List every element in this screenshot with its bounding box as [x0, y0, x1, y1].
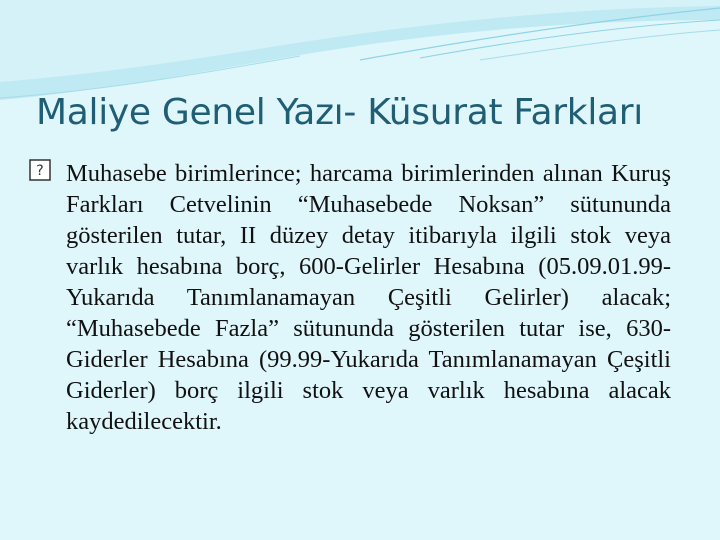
paragraph-text: Muhasebe birimlerince; harcama birimlerinden alınan Kuruş Farkları Cetvelinin “Muhasebede Noksan” sütununda gösterilen tutar, II düzey detay itibarıyla ilgili stok veya varlık hesabına borç, 600-Gelirler Hesabına (05.09.01.99-Yukarıda Tanımlanamayan Çeşitli Gelirler) alacak; “Muhasebede Fazla” sütununda gösterilen tutar ise, 630-Giderler Hesabına (99.99-Yukarıda Tanımlanamayan Çeşitli Giderler) borç ilgili stok veya varlık hesabına alacak kaydedilecektir. [66, 160, 671, 435]
body-paragraph [36, 158, 671, 437]
svg-text:?: ? [36, 163, 44, 179]
missing-glyph-icon [28, 158, 52, 182]
slide-title: Maliye Genel Yazı- Küsurat Farkları [36, 92, 644, 133]
